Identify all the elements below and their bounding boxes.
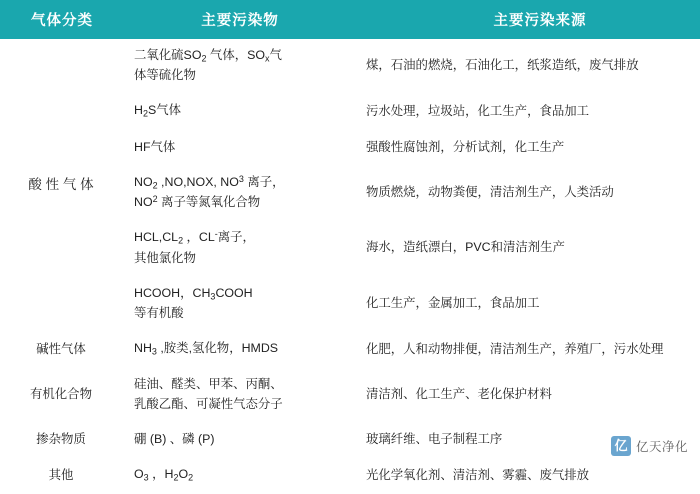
category-char: 酸 — [28, 177, 42, 193]
pollutant-line: $H_2S$气体 — [134, 103, 182, 119]
pollutant-line: $NO^2$ 离子等氮氧化合物 — [134, 194, 261, 210]
pollutant-cell — [124, 94, 356, 130]
source-cell: 污水处理，垃圾站，化工生产，食品加工 — [356, 94, 700, 130]
watermark-logo — [607, 434, 692, 458]
source-cell: 物质燃烧，动物粪便，清洁剂生产，人类活动 — [356, 166, 700, 222]
brand-badge-icon: 亿 — [611, 436, 631, 456]
pollutant-line: $NH_3$ ,胺类,氢化物，HMDS — [134, 341, 279, 357]
header-source: 主要污染来源 — [356, 0, 700, 39]
pollutant-line: 硅油、醛类、甲苯、丙酮、 — [134, 377, 283, 392]
category-char: 体 — [80, 177, 94, 193]
category-cell-dopant: 掺杂物质 — [0, 423, 124, 458]
pollutant-line: $O_3$ ，$H_2O_2$ — [134, 467, 194, 483]
source-cell: 化工生产，金属加工，食品加工 — [356, 277, 700, 332]
pollutant-cell — [124, 221, 356, 276]
pollutant-line: 其他氯化物 — [134, 250, 196, 265]
pollutant-cell — [124, 131, 356, 166]
table-row — [0, 458, 700, 494]
pollutant-line: HCOOH，$CH_3COOH$ — [134, 285, 253, 302]
brand-name: 亿天净化 — [635, 440, 688, 454]
pollutant-text — [134, 228, 344, 267]
table-row — [0, 423, 700, 458]
source-cell: 煤，石油的燃烧，石油化工，纸浆造纸，废气排放 — [356, 39, 700, 94]
pollutant-cell — [124, 166, 356, 222]
table-row — [0, 39, 700, 94]
source-cell: 化肥，人和动物排便，清洁剂生产，养殖厂，污水处理 — [356, 332, 700, 368]
source-cell: 海水，造纸漂白，PVC和清洁剂生产 — [356, 221, 700, 276]
pollutant-line: 体等硫化物 — [134, 68, 196, 83]
pollutant-cell — [124, 458, 356, 494]
pollutant-cell — [124, 368, 356, 422]
pollutant-cell: 硼 (B) 、磷 (P) — [124, 423, 356, 458]
pollutant-cell — [124, 277, 356, 332]
category-cell-alkaline: 碱性气体 — [0, 332, 124, 368]
source-cell: 清洁剂、化工生产、老化保护材料 — [356, 368, 700, 422]
pollutant-text — [134, 375, 344, 413]
pollutant-line: $HCL,CL_2$ ，CL-离子， — [134, 229, 255, 246]
source-cell: 强酸性腐蚀剂，分析试剂，化工生产 — [356, 131, 700, 166]
source-cell: 玻璃纤维、电子制程工序 — [356, 423, 700, 458]
pollutant-text — [134, 284, 344, 323]
header-pollutant: 主要污染物 — [124, 0, 356, 39]
table-header-row — [0, 0, 700, 39]
table-row — [0, 368, 700, 422]
pollutant-line: HF气体 — [134, 139, 176, 154]
pollutant-line: 乳酸乙酯、可凝性气态分子 — [134, 396, 283, 411]
category-cell-other: 其他 — [0, 458, 124, 494]
header-category: 气体分类 — [0, 0, 124, 39]
pollutant-line: 等有机酸 — [134, 305, 184, 320]
category-cell-acid — [0, 39, 124, 332]
pollutant-text — [134, 46, 344, 85]
pollutant-line: 二氧化硫$SO_2$ 气体，$SO_x$气 — [134, 48, 282, 64]
category-char: 性 — [45, 177, 60, 193]
pollutant-cell — [124, 39, 356, 94]
pollutant-cell — [124, 332, 356, 368]
pollutant-line: $NO_2$ ,NO,NOX, $NO^3$ 离子， — [134, 173, 285, 191]
source-cell: 光化学氧化剂、清洁剂、雾霾、废气排放 — [356, 458, 700, 494]
table-header — [0, 0, 700, 39]
table-row — [0, 332, 700, 368]
category-cell-organic: 有机化合物 — [0, 368, 124, 422]
pollutant-text — [134, 173, 344, 213]
category-char: 气 — [62, 177, 77, 193]
table-body — [0, 39, 700, 494]
